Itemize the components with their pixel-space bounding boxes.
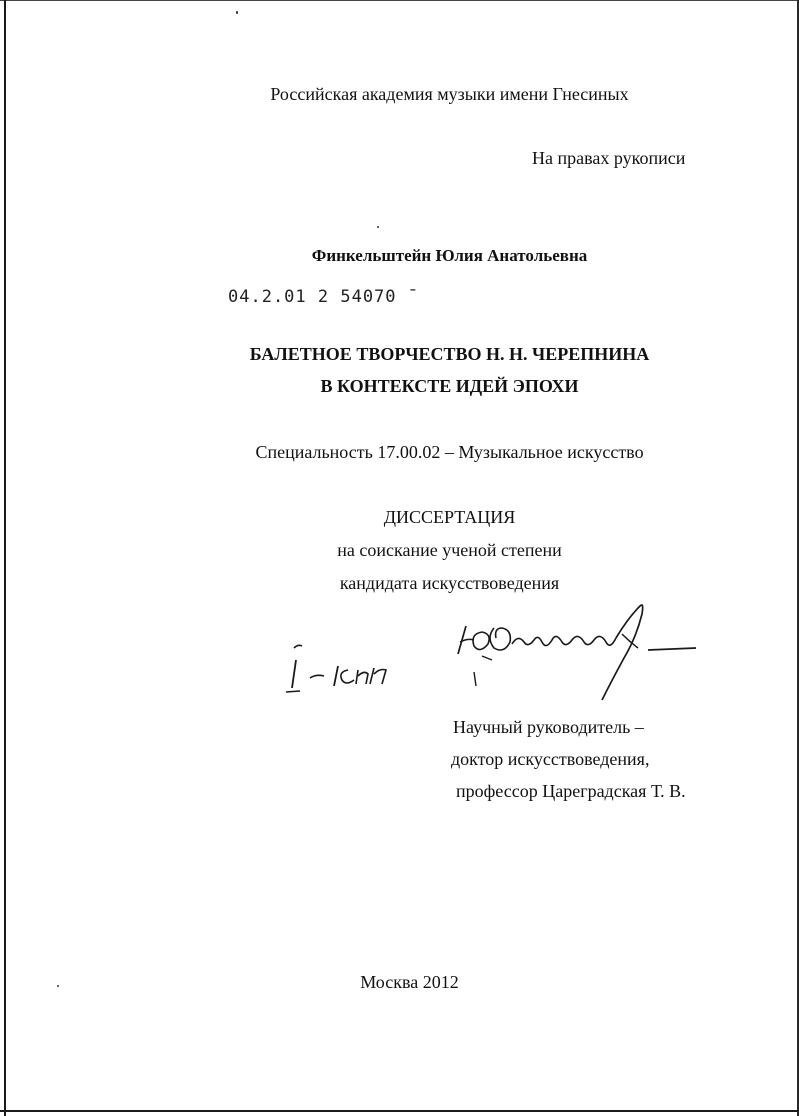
- specialty: Специальность 17.00.02 – Музыкальное искусство: [255, 442, 644, 462]
- title-line-2: В КОНТЕКСТЕ ИДЕЙ ЭПОХИ: [320, 376, 579, 396]
- scan-edge-bottom: [0, 1110, 799, 1112]
- registration-code: 04.2.01 2 54070 ˉ: [228, 287, 419, 307]
- scan-edge-left: [4, 0, 6, 1116]
- author-name: Финкельштейн Юлия Анатольевна: [311, 246, 588, 265]
- rights-note: На правах рукописи: [532, 148, 686, 168]
- author-signature: [452, 598, 702, 708]
- supervisor-line-3: профессор Цареградская Т. В.: [456, 781, 686, 801]
- city-year: Москва 2012: [360, 972, 459, 992]
- handwritten-mark: [282, 640, 402, 700]
- scan-edge-top: [0, 0, 799, 1]
- degree-line-1: на соискание ученой степени: [337, 540, 562, 560]
- title-line-1: БАЛЕТНОЕ ТВОРЧЕСТВО Н. Н. ЧЕРЕПНИНА: [249, 344, 650, 364]
- document-type: ДИССЕРТАЦИЯ: [383, 507, 516, 527]
- supervisor-line-1: Научный руководитель –: [453, 717, 644, 737]
- scan-speck: [377, 226, 379, 228]
- supervisor-line-2: доктор искусствоведения,: [451, 749, 650, 769]
- scan-speck: [236, 11, 238, 14]
- degree-line-2: кандидата искусствоведения: [339, 573, 560, 593]
- institution-name: Российская академия музыки имени Гнесиных: [270, 84, 629, 104]
